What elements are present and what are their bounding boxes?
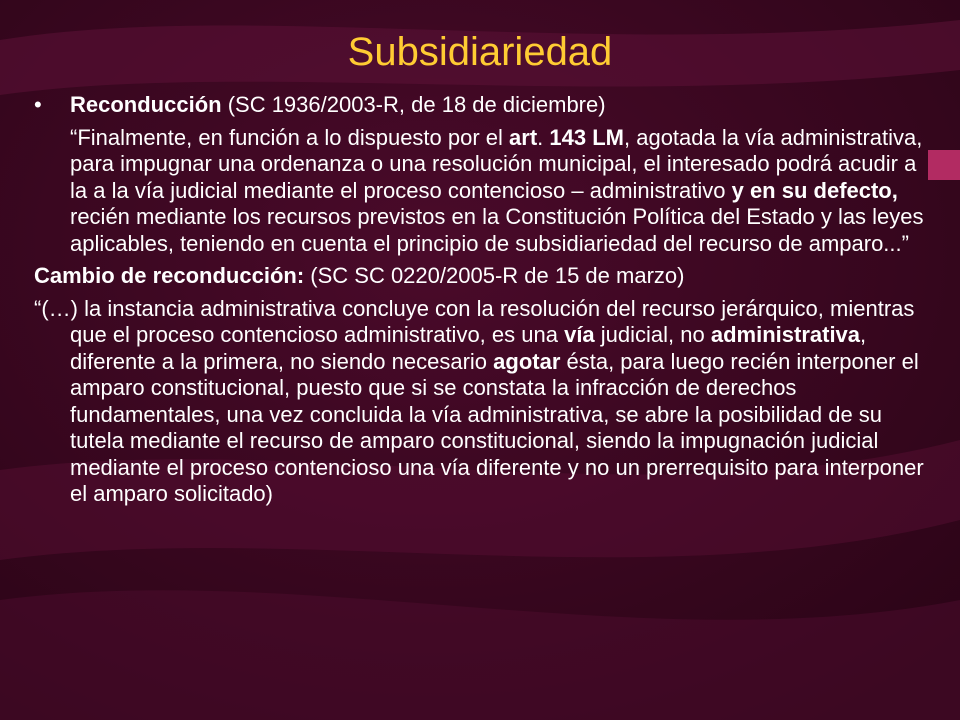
bullet-label: Reconducción [70,92,222,117]
bullet-dot: • [34,92,42,117]
quote-reconduccion [34,125,934,258]
quote-text: . [537,124,550,150]
heading-cambio [34,263,934,290]
bullet-reconduccion [34,92,934,119]
quote-text: “Finalmente, en función a lo dispuesto por el [70,124,510,150]
heading-label: Cambio de reconducción: [34,263,305,288]
quote-bold: agotar [493,348,561,374]
bullet-reference: (SC 1936/2003-R, de 18 de diciembre) [221,92,606,117]
quote-bold: y en su defecto, [731,177,898,203]
heading-reference: (SC SC 0220/2005-R de 15 de marzo) [304,263,685,288]
quote-text: ésta, para luego recién interponer el amparo constitucional, puesto que si se constata la infracción de derechos fundamentales, una vez concluida la vía administrativa, se abre la posibilidad de su tutela mediante el recurso de amparo constitucional, siendo la impugnación judicial mediante el proceso contencioso una vía diferente y no un prerrequisito para interponer el amparo solicitado) [70,348,924,506]
quote-text: judicial, no [594,322,711,347]
quote-bold: 143 LM [549,124,624,150]
quote-text: , diferente a la primera, no siendo necesario [70,322,867,374]
quote-cambio [34,296,934,508]
slide-content [34,92,934,508]
quote-bold: vía [564,322,595,347]
quote-text: “(…) la instancia administrativa concluye con la resolución del recurso jerárquico, mientras que el proceso contencioso administrativo, es una [34,295,915,347]
quote-text: recién mediante los recursos previstos en la Constitución Política del Estado y las leyes aplicables, teniendo en cuenta el principio de subsidiariedad del recurso de amparo...” [70,204,924,256]
quote-bold: administrativa [710,322,861,347]
quote-text: , agotada la vía administrativa, para impugnar una ordenanza o una resolución municipal, el interesado podrá acudir a la a la vía judicial mediante el proceso contencioso – administrativo [70,124,923,203]
slide-title: Subsidiariedad [347,30,613,74]
quote-bold: art [509,124,538,150]
